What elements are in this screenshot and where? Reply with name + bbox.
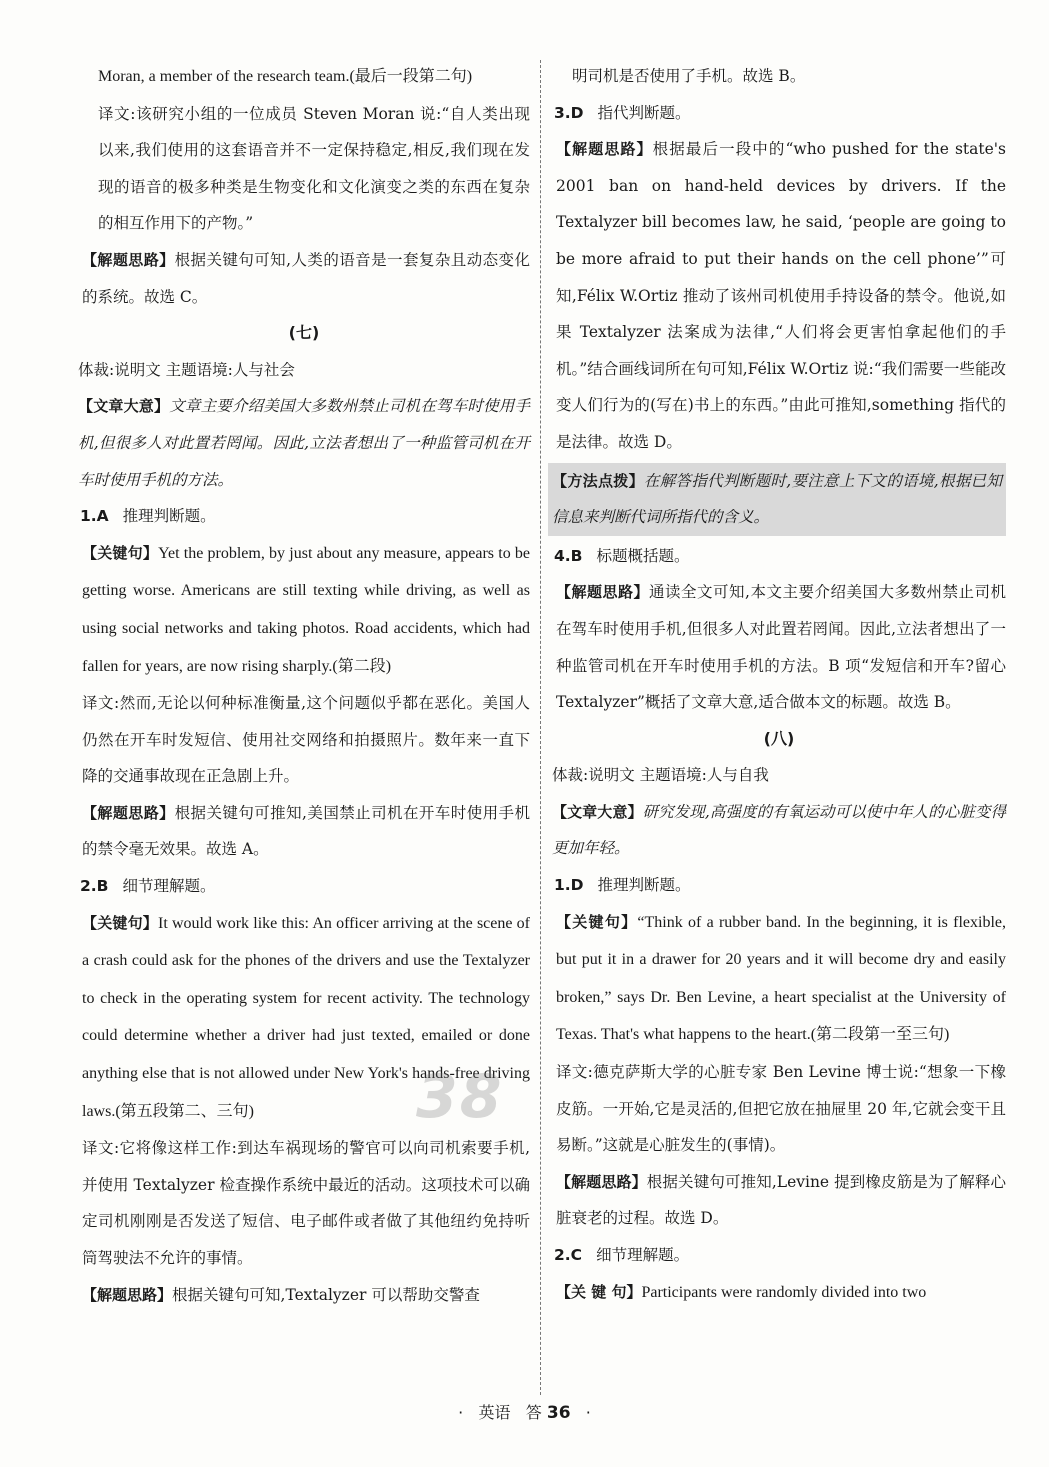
- key-sentence-paragraph: 【关键句】Yet the problem, by just about any measure, appears to be getting worse. Americans are still texting while driving, as well as using social networks and taking photos. Road accidents, which had fallen for years, are now rising sharply.(第二段): [82, 543, 531, 675]
- method-tip-tag: 【方法点拨】: [552, 471, 644, 490]
- footer-subject: 英语: [478, 1403, 511, 1422]
- summary-paragraph: 【文章大意】文章主要介绍美国大多数州禁止司机在驾车时使用手机,但很多人对此置若罔闻。因此,立法者想出了一种监管司机在开车时使用手机的方法。: [78, 397, 530, 489]
- page-footer: [0, 1400, 1049, 1423]
- translation-paragraph: 译文:该研究小组的一位成员 Steven Moran 说:“自人类出现以来,我们使用的这套语音并不一定保持稳定,相反,我们现在发现的语音的极多种类是生物变化和文化演变之类的东西在复杂的相互作用下的产物。”: [98, 104, 530, 233]
- summary-paragraph: 【文章大意】研究发现,高强度的有氧运动可以使中年人的心脏变得更加年轻。: [552, 802, 1006, 858]
- footer-answer-label: 答: [525, 1403, 542, 1422]
- footer-dot: ·: [585, 1403, 591, 1422]
- column-divider: [540, 60, 541, 1395]
- question-header: 3.D 指代判断题。: [554, 103, 691, 122]
- key-sentence-paragraph: 【关 键 句】Participants were randomly divided into two: [556, 1282, 927, 1301]
- watermark: 38: [416, 1062, 504, 1132]
- section-heading-7: (七): [288, 323, 320, 343]
- solution-tag: 【解题思路】: [556, 583, 650, 602]
- question-number: 3.D: [554, 103, 584, 122]
- solution-tag: 【解题思路】: [82, 1285, 173, 1304]
- genre-line: 体裁:说明文 主题语境:人与社会: [78, 360, 295, 379]
- solution-tag: 【解题思路】: [556, 1172, 647, 1191]
- question-number: 2.C: [554, 1246, 583, 1264]
- text-paragraph: Moran, a member of the research team.(最后一段第二句): [98, 68, 473, 85]
- footer-dot: ·: [458, 1403, 464, 1422]
- left-column: [78, 58, 530, 1313]
- summary-tag: 【文章大意】: [552, 802, 643, 821]
- section-heading-8: (八): [763, 728, 795, 748]
- key-sentence-tag: 【关键句】: [82, 913, 158, 932]
- key-sentence-tag: 【关键句】: [82, 543, 159, 562]
- translation-paragraph: 译文:然而,无论以何种标准衡量,这个问题似乎都在恶化。美国人仍然在开车时发短信、使用社交网络和拍摄照片。数年来一直下降的交通事故现在正急剧上升。: [82, 694, 530, 786]
- method-tip-box: 【方法点拨】在解答指代判断题时,要注意上下文的语境,根据已知信息来判断代词所指代的含义。: [548, 463, 1006, 536]
- solution-paragraph: 【解题思路】根据关键句可知,Textalyzer 可以帮助交警查: [82, 1285, 480, 1304]
- text-paragraph: 明司机是否使用了手机。故选 B。: [572, 67, 806, 85]
- key-sentence-paragraph: 【关键句】“Think of a rubber band. In the beginning, it is flexible, but put it in a drawer for 20 years and it will become dry and easily broken,” says Dr. Ben Levine, a heart specialist at the University of Texas. That's what happens to the heart.(第二段第一至三句): [556, 912, 1007, 1044]
- translation-paragraph: 译文:德克萨斯大学的心脏专家 Ben Levine 博士说:“想象一下橡皮筋。一开始,它是灵活的,但把它放在抽屉里 20 年,它就会变干且易断。”这就是心脏发生的(事情)。: [556, 1063, 1006, 1155]
- question-number: 1.D: [554, 876, 584, 895]
- summary-tag: 【文章大意】: [78, 397, 170, 416]
- question-header: 1.A 推理判断题。: [80, 507, 216, 526]
- key-sentence-tag: 【关 键 句】: [556, 1282, 642, 1301]
- question-number: 4.B: [554, 546, 583, 565]
- solution-paragraph: 【解题思路】根据关键句可推知,美国禁止司机在开车时使用手机的禁令毫无效果。故选 A。: [82, 803, 530, 859]
- solution-paragraph: 【解题思路】根据关键句可知,人类的语音是一套复杂且动态变化的系统。故选 C。: [82, 250, 530, 306]
- question-header: 2.C 细节理解题。: [554, 1246, 690, 1264]
- solution-paragraph: 【解题思路】根据最后一段中的“who pushed for the state's 2001 ban on hand-held devices by drivers. If the Textalyzer bill becomes law, he said, ‘people are going to be more afraid to put their hands on the cell phone’”可知,Félix W.Ortiz 推动了该州司机使用手持设备的禁令。他说,如果 Textalyzer 法案成为法律,“人们将会更害怕拿起他们的手机。”结合画线词所在句可知,Félix W.Ortiz 说:“我们需要一些能改变人们行为的(写在)书上的东西。”由此可推知,something 指代的是法律。故选 D。: [556, 140, 1006, 451]
- translation-paragraph: 译文:它将像这样工作:到达车祸现场的警官可以向司机索要手机,并使用 Textalyzer 检查操作系统中最近的活动。这项技术可以确定司机刚刚是否发送了短信、电子邮件或者做了其他纽约免持听筒驾驶法不允许的事情。: [82, 1139, 530, 1267]
- solution-tag: 【解题思路】: [556, 140, 653, 159]
- solution-paragraph: 【解题思路】通读全文可知,本文主要介绍美国大多数州禁止司机在驾车时使用手机,但很多人对此置若罔闻。因此,立法者想出了一种监管司机在开车时使用手机的方法。B 项“发短信和开车?留心 Textalyzer”概括了文章大意,适合做本文的标题。故选 B。: [556, 583, 1006, 712]
- solution-tag: 【解题思路】: [82, 803, 175, 822]
- page-number: 36: [546, 1403, 571, 1423]
- question-header: 2.B 细节理解题。: [80, 877, 216, 896]
- question-header: 1.D 推理判断题。: [554, 876, 691, 895]
- solution-tag: 【解题思路】: [82, 250, 175, 269]
- right-column: [552, 58, 1006, 1311]
- key-sentence-tag: 【关键句】: [556, 912, 638, 931]
- question-number: 1.A: [80, 507, 109, 526]
- solution-paragraph: 【解题思路】根据关键句可推知,Levine 提到橡皮筋是为了解释心脏衰老的过程。故选 D。: [556, 1172, 1006, 1228]
- question-number: 2.B: [80, 877, 109, 896]
- question-header: 4.B 标题概括题。: [554, 546, 690, 565]
- genre-line: 体裁:说明文 主题语境:人与自我: [552, 766, 769, 785]
- key-sentence-paragraph: 【关键句】It would work like this: An officer arriving at the scene of a crash could ask for the phones of the drivers and use the Textalyzer to check in the operating system for recent activity. The technology could determine whether a driver had just texted, emailed or done anything else that is not allowed under New York's hands-free driving laws.(第五段第二、三句): [82, 913, 530, 1120]
